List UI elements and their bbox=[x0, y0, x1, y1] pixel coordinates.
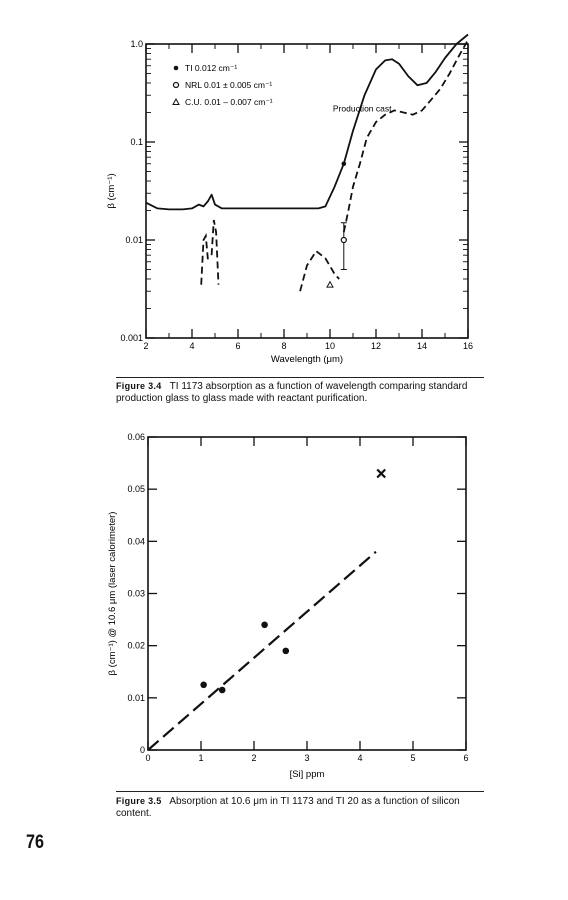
x-tick-label: 4 bbox=[189, 341, 195, 351]
plot-frame bbox=[148, 437, 466, 750]
figure-3-4-caption-text: TI 1173 absorption as a function of wavelength comparing standard production glass to glass made with reactant purification. bbox=[116, 381, 468, 404]
y-tick-label: 0.04 bbox=[127, 536, 145, 547]
x-tick-label: 4 bbox=[357, 753, 363, 763]
legend-entry-text: NRL 0.01 ± 0.005 cm⁻¹ bbox=[185, 80, 273, 90]
production-cast-annotation: Production cast bbox=[332, 103, 392, 114]
x-tick-label: 0 bbox=[145, 753, 151, 763]
data-point bbox=[219, 687, 226, 694]
x-tick-label: 6 bbox=[463, 753, 469, 763]
x-tick-label: 2 bbox=[251, 753, 257, 763]
x-tick-label: 1 bbox=[198, 753, 204, 763]
legend-entry-text: C.U. 0.01 – 0.007 cm⁻¹ bbox=[185, 97, 273, 107]
x-tick-label: 2 bbox=[143, 341, 149, 351]
figure-3-4-caption bbox=[116, 380, 486, 405]
y-tick-label: 0.02 bbox=[127, 640, 145, 651]
x-tick-label: 10 bbox=[324, 341, 336, 351]
figure-3-5-caption-text: Absorption at 10.6 μm in TI 1173 and TI 20 as a function of silicon content. bbox=[116, 796, 460, 819]
x-axis-label: Wavelength (μm) bbox=[270, 354, 344, 365]
figure-3-5-caption bbox=[116, 795, 486, 820]
data-point bbox=[200, 681, 207, 688]
y-tick-label: 0.03 bbox=[127, 588, 145, 599]
data-point bbox=[283, 648, 290, 655]
x-axis-label: [Si] ppm bbox=[289, 769, 325, 780]
y-tick-label: 0.01 bbox=[127, 692, 145, 703]
y-tick-label: 0.1 bbox=[130, 137, 143, 147]
page-number: 76 bbox=[26, 832, 44, 853]
data-point bbox=[261, 622, 268, 629]
y-tick-label: 1.0 bbox=[130, 39, 143, 49]
y-tick-label: 0.05 bbox=[127, 484, 145, 495]
y-tick-label: 0.01 bbox=[125, 235, 143, 245]
legend-entry-text: TI 0.012 cm⁻¹ bbox=[185, 63, 238, 73]
fit-dashed-line bbox=[148, 552, 376, 750]
y-tick-label: 0.06 bbox=[127, 432, 145, 442]
figure-3-5-label: Figure 3.5 bbox=[116, 796, 162, 806]
x-tick-label: 6 bbox=[235, 341, 241, 351]
caption-rule-2 bbox=[116, 791, 484, 792]
x-tick-label: 12 bbox=[370, 341, 382, 351]
caption-rule-1 bbox=[116, 377, 484, 378]
figure-3-4-label: Figure 3.4 bbox=[116, 381, 162, 391]
x-tick-label: 14 bbox=[416, 341, 428, 351]
x-tick-label: 3 bbox=[304, 753, 310, 763]
y-axis-label: β (cm⁻¹) bbox=[106, 173, 117, 209]
y-tick-label: 0.001 bbox=[120, 333, 143, 343]
x-tick-label: 16 bbox=[462, 341, 474, 351]
x-tick-label: 8 bbox=[281, 341, 287, 351]
y-tick-label: 0 bbox=[139, 745, 145, 755]
y-axis-label: β (cm⁻¹) @ 10.6 μm (laser calorimeter) bbox=[107, 511, 118, 676]
x-tick-label: 5 bbox=[410, 753, 416, 763]
